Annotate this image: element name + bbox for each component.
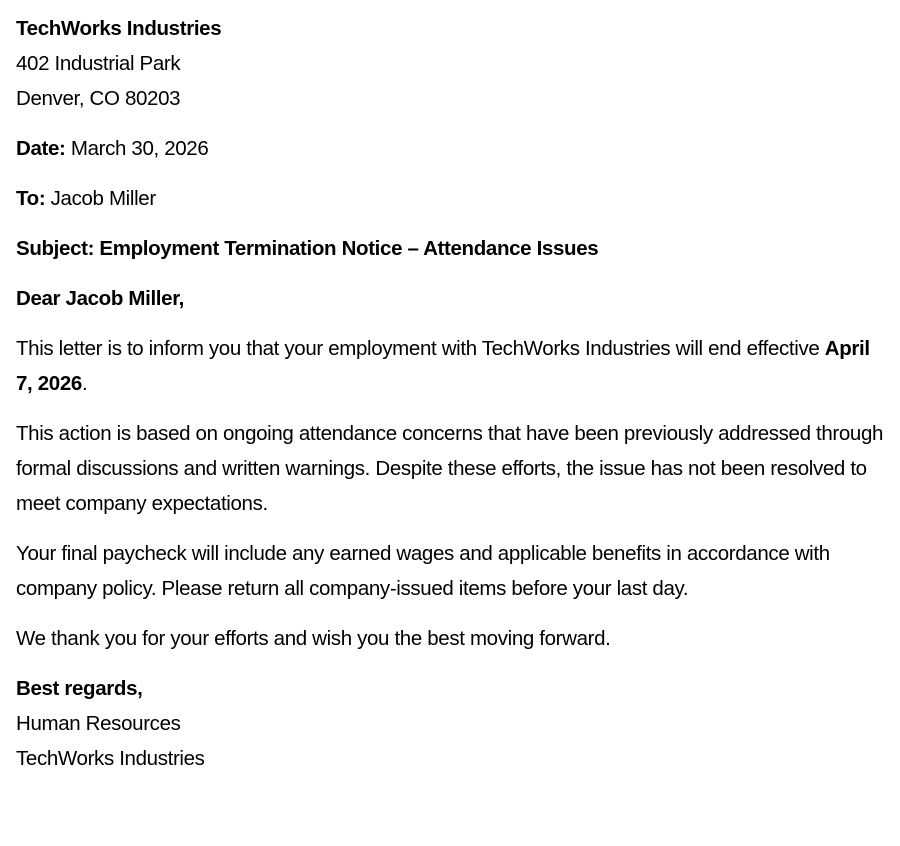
- body-paragraph-4: We thank you for your efforts and wish you the best moving forward.: [16, 627, 611, 650]
- subject-line: Subject: Employment Termination Notice – Attendance Issues: [16, 237, 599, 260]
- salutation: Dear Jacob Miller,: [16, 287, 185, 310]
- sender-block: [16, 11, 886, 116]
- recipient-value: Jacob Miller: [45, 187, 156, 210]
- closing-block: [16, 671, 886, 776]
- date-line: [16, 131, 886, 166]
- body-paragraph-2: This action is based on ongoing attendance concerns that have been previously addressed through formal discussions and written warnings. Despite these efforts, the issue has not been resolved to meet company expectations.: [16, 422, 884, 515]
- sender-address-line2: Denver, CO 80203: [16, 87, 181, 110]
- recipient-label: To:: [16, 187, 46, 210]
- date-value: March 30, 2026: [65, 137, 209, 160]
- date-label: Date:: [16, 137, 66, 160]
- body-paragraph-3: Your final paycheck will include any earned wages and applicable benefits in accordance with company policy. Please return all company-issued items before your last day.: [16, 542, 830, 600]
- closing-company: TechWorks Industries: [16, 747, 205, 770]
- sender-company: TechWorks Industries: [16, 17, 222, 40]
- body-p1-end: .: [81, 372, 88, 395]
- body-paragraph-1: [16, 331, 886, 401]
- sign-off: Best regards,: [16, 677, 143, 700]
- effective-date: April 7, 2026: [16, 337, 870, 395]
- sender-address-line1: 402 Industrial Park: [16, 52, 181, 75]
- body-p1-text: This letter is to inform you that your employment with TechWorks Industries will end effective: [16, 337, 825, 360]
- recipient-line: [16, 181, 886, 216]
- closing-department: Human Resources: [16, 712, 181, 735]
